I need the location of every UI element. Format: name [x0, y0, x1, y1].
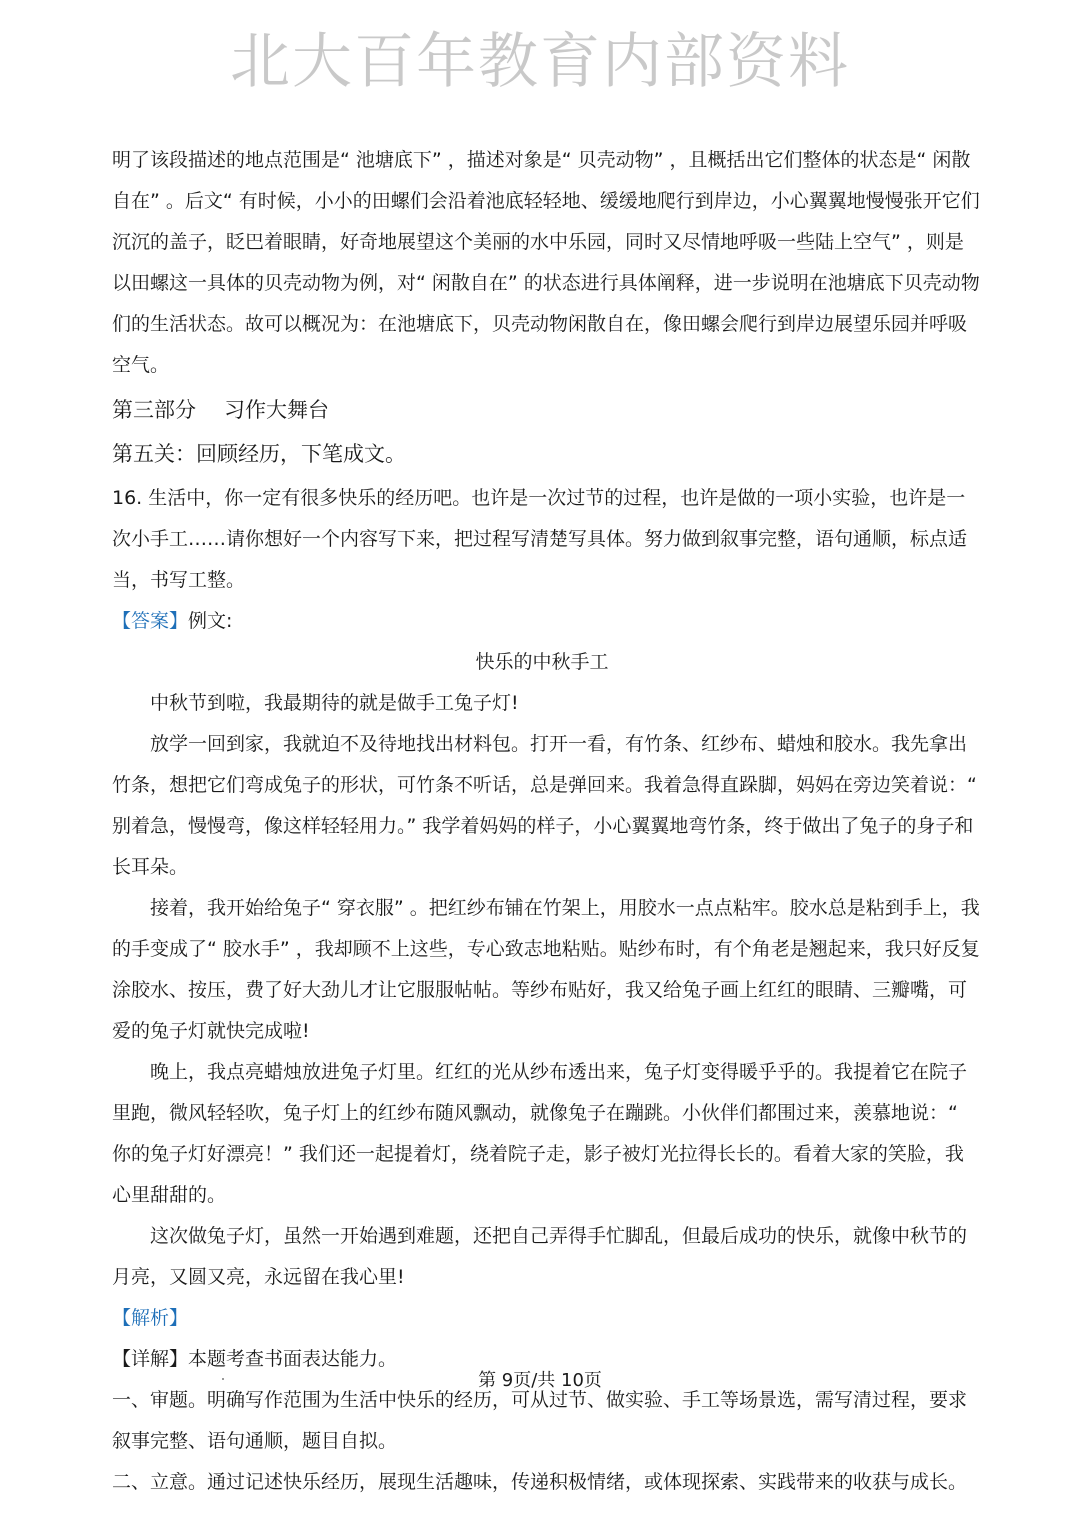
document-body: [112, 140, 982, 1503]
analysis-point: 二、立意。通过记述快乐经历，展现生活趣味，传递积极情绪，或体现探索、实践带来的收获与成长。: [112, 1471, 968, 1493]
essay-paragraph: 中秋节到啦，我最期待的就是做手工兔子灯!: [150, 692, 519, 714]
essay-paragraph: 放学一回到家，我就迫不及待地找出材料包。打开一看，有竹条、红纱布、蜡烛和胶水。我先拿出竹条，想把它们弯成兔子的形状，可竹条不听话，总是弹回来。我着急得直跺脚，妈妈在旁边笑着说：“ 别着急，慢慢弯，像这样轻轻用力。” 我学着妈妈的样子，小心翼翼地弯竹条，终于做出了兔子的身子和长耳朵。: [112, 733, 977, 878]
analysis-tag: 【解析】: [112, 1307, 189, 1329]
page-footer: 第 9页/共 10页: [478, 1370, 602, 1391]
section-part: 第三部分: [112, 398, 196, 422]
essay-paragraph: 晚上，我点亮蜡烛放进兔子灯里。红红的光从纱布透出来，兔子灯变得暖乎乎的。我提着它在院子里跑，微风轻轻吹，兔子灯上的红纱布随风飘动，就像兔子在蹦跳。小伙伴们都围过来，羡慕地说：“ 你的兔子灯好漂亮！” 我们还一起提着灯，绕着院子走，影子被灯光拉得长长的。看着大家的笑脸，我心里甜甜的。: [112, 1061, 968, 1206]
answer-line: [112, 601, 982, 642]
answer-tag: 【答案】: [112, 610, 189, 632]
answer-label: 例文:: [188, 610, 233, 632]
question-text: 16. 生活中，你一定有很多快乐的经历吧。也许是一次过节的过程，也许是做的一项小实验，也许是一次小手工……请你想好一个内容写下来，把过程写清楚写具体。努力做到叙事完整，语句通顺，标点适当，书写工整。: [112, 487, 968, 591]
analysis-point: 一、审题。明确写作范围为生活中快乐的经历，可从过节、做实验、手工等场景选，需写清过程，要求叙事完整、语句通顺，题目自拟。: [112, 1389, 968, 1452]
analysis-tag-line: [112, 1298, 982, 1339]
essay-paragraph: 接着，我开始给兔子“ 穿衣服” 。把红纱布铺在竹架上，用胶水一点点粘牢。胶水总是粘到手上，我的手变成了“ 胶水手” ，我却顾不上这些，专心致志地粘贴。贴纱布时，有个角老是翘起来，我只好反复涂胶水、按压，费了好大劲儿才让它服服帖帖。等纱布贴好，我又给兔子画上红红的眼睛、三瓣嘴，可爱的兔子灯就快完成啦!: [112, 897, 980, 1042]
essay-title: 快乐的中秋手工: [475, 651, 609, 673]
level-title: 第五关：回顾经历，下笔成文。: [112, 442, 406, 466]
intro-paragraph: 明了该段描述的地点范围是“ 池塘底下” ，描述对象是“ 贝壳动物” ，且概括出它们整体的状态是“ 闲散自在” 。后文“ 有时候，小小的田螺们会沿着池底轻轻地、缓缓地爬行到岸边，小心翼翼地慢慢张开它们沉沉的盖子，眨巴着眼睛，好奇地展望这个美丽的水中乐园，同时又尽情地呼吸一些陆上空气” ，则是以田螺这一具体的贝壳动物为例，对“ 闲散自在” 的状态进行具体阐释，进一步说明在池塘底下贝壳动物们的生活状态。故可以概况为：在池塘底下，贝壳动物闲散自在，像田螺会爬行到岸边展望乐园并呼吸空气。: [112, 149, 980, 376]
section-title: [112, 388, 982, 432]
analysis-detail: 【详解】本题考查书面表达能力。: [112, 1348, 398, 1370]
section-name: 习作大舞台: [224, 398, 329, 422]
essay-paragraph: 这次做兔子灯，虽然一开始遇到难题，还把自己弄得手忙脚乱，但最后成功的快乐，就像中秋节的月亮，又圆又亮，永远留在我心里!: [112, 1225, 968, 1288]
watermark: 北大百年教育内部资料: [230, 27, 850, 97]
